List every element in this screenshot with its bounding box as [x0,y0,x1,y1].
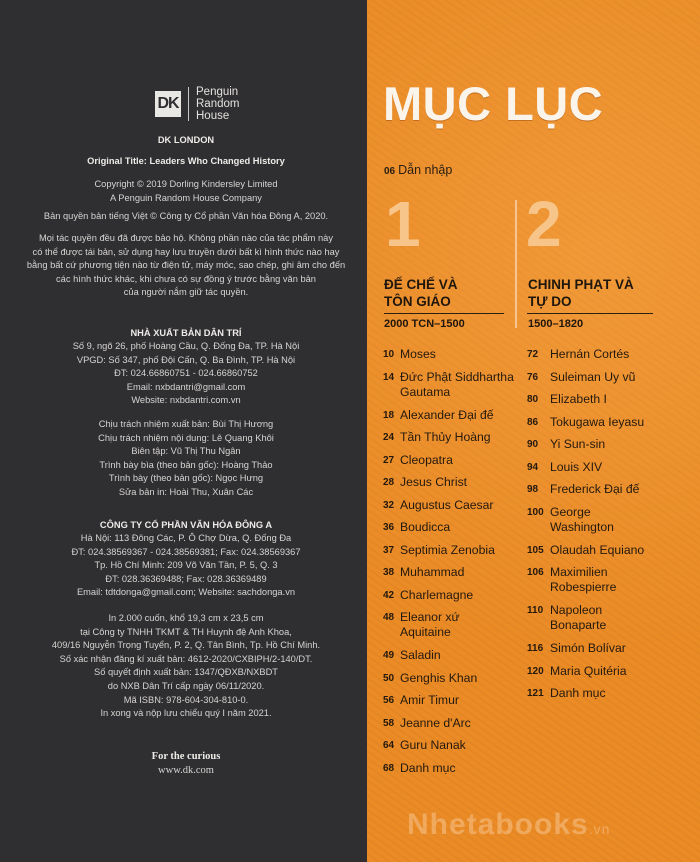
company-line: Hà Nội: 113 Đông Các, P. Ô Chợ Dừa, Q. Đống Đa [80,533,292,543]
page-number: 18 [383,409,395,421]
company-line: ĐT: 024.38569367 - 024.38569381; Fax: 024.38569367 [71,546,301,557]
toc-entry[interactable] [383,565,464,580]
toc-entry[interactable] [527,392,607,407]
page-number: 48 [383,612,395,623]
print-line: In xong và nộp lưu chiểu quý I năm 2021. [100,708,272,719]
toc-entry[interactable] [383,693,459,708]
entry-title: Gautama [400,384,451,399]
toc-entry[interactable] [527,543,644,558]
entry-title: Saladin [400,648,441,662]
entry-title: Maria Quitéria [550,663,627,678]
section-number: 1 [385,188,421,260]
section-era: 2000 TCN–1500 [384,318,465,330]
staff-line: Biên tập: Vũ Thị Thu Ngân [131,446,241,457]
page-number: 27 [383,454,395,466]
toc-entry[interactable] [527,686,606,701]
company-line: ĐT: 028.36369488; Fax: 028.36369489 [105,573,267,584]
logo-line: Penguin [196,86,239,98]
entry-title: Moses [400,347,436,361]
toc-entry[interactable] [527,460,602,475]
print-line: In 2.000 cuốn, khổ 19,3 cm x 23,5 cm [108,613,264,623]
page-number: 80 [527,394,539,405]
toc-entry[interactable] [383,543,495,558]
entry-title: Danh mục [400,760,456,775]
logo-line: Random [196,98,240,110]
company-line: Tp. Hồ Chí Minh: 209 Võ Văn Tần, P. 5, Q. 3 [94,560,278,571]
copyright-line: A Penguin Random House Company [110,192,262,203]
toc-entry[interactable] [383,430,491,445]
toc-entry[interactable] [383,610,460,640]
page-number: 68 [383,762,395,774]
entry-title: Washington [550,519,614,534]
copyright-line: Copyright © 2019 Dorling Kindersley Limited [94,179,278,189]
staff-line: Sửa bản in: Hoài Thu, Xuân Các [118,486,254,497]
page-title: MỤC LỤC [383,77,604,130]
print-line: Mã ISBN: 978-604-304-810-0. [123,694,249,705]
logo-divider [188,87,189,121]
entry-title: Jesus Christ [400,475,468,489]
page-number: 106 [527,567,544,578]
toc-intro[interactable] [384,163,452,177]
print-line: do NXB Dân Trí cấp ngày 06/11/2020. [107,680,265,691]
print-line: tại Công ty TNHH TKMT & TH Huynh đệ Anh Khoa, [80,626,292,637]
page-number: 49 [383,650,395,661]
print-line: Số xác nhận đăng kí xuất bản: 4612-2020/CXBIPH/2-140/DT. [59,653,313,664]
staff-line: Chịu trách nhiệm xuất bản: Bùi Thị Hương [98,419,274,429]
page-number: 38 [383,567,395,578]
logo-line: House [196,110,230,122]
watermark-text: Nhetabooks [407,808,589,841]
publisher-line: Số 9, ngõ 26, phố Hoàng Cầu, Q. Đống Đa, TP. Hà Nội [72,341,300,351]
toc-entry[interactable] [383,716,471,731]
entry-title: Simón Bolívar [550,641,626,655]
page-number: 10 [383,349,395,360]
toc-entry[interactable] [383,498,494,513]
entry-title: Tokugawa Ieyasu [550,414,645,429]
publisher-line: Email: nxbdantri@gmail.com [126,381,246,392]
watermark-suffix: .vn [588,821,611,837]
entry-title: Cleopatra [400,452,453,467]
toc-entry[interactable] [527,370,635,385]
publisher-line: ĐT: 024.66860751 - 024.66860752 [114,368,258,379]
section-divider [515,200,517,328]
page-number: 94 [527,461,539,473]
entry-title: Charlemagne [400,587,474,602]
publisher-line: Website: nxbdantri.com.vn [131,395,241,406]
print-line: 409/16 Nguyễn Trọng Tuyển, P. 2, Q. Tân Bình, Tp. Hồ Chí Minh. [51,640,321,651]
section-title-line: CHINH PHẠT VÀ [528,277,634,292]
company-info [16,532,356,600]
page-number: 56 [383,695,395,706]
page-number: 32 [383,499,395,511]
dk-website: www.dk.com [158,765,214,776]
publisher-name: NHÀ XUẤT BẢN DÂN TRÍ [130,328,242,338]
staff-line: Trình bày (theo bản gốc): Ngọc Hưng [108,473,264,484]
page-number: 120 [527,665,544,677]
section-title-line: TỰ DO [528,294,572,309]
company-name: CÔNG TY CỔ PHẦN VĂN HÓA ĐÔNG A [99,520,273,530]
toc-entry[interactable] [527,565,616,595]
page-number: 86 [527,416,539,428]
staff-line: Chịu trách nhiệm nội dung: Lê Quang Khôi [98,432,274,443]
page-number: 28 [383,477,395,488]
original-title: Original Title: Leaders Who Changed History [87,156,285,166]
entry-title: Septimia Zenobia [400,542,495,557]
rights-line: các hình thức khác, khi chưa có sự đồng ý trước bằng văn bản [56,273,316,284]
page-number: 98 [527,484,539,495]
entry-title: Amir Timur [400,693,459,707]
staff-line: Trình bày bìa (theo bản gốc): Hoàng Thảo [99,459,273,470]
entry-title: Tần Thủy Hoàng [400,430,491,444]
toc-entry[interactable] [383,453,453,468]
publisher-info [16,340,356,408]
entry-title: Maximilien [550,565,608,579]
entry-title: Hernán Cortés [550,347,630,361]
entry-title: Muhammad [400,565,465,579]
tagline: For the curious [151,751,221,762]
staff-credits [16,418,356,500]
rights-line: có thể được tái bản, sử dụng hay lưu truyền dưới bất kì hình thức nào hay [32,246,340,257]
entry-title: Genghis Khan [400,670,478,685]
entry-title: Jeanne d'Arc [400,715,471,730]
toc-entry[interactable] [383,648,441,663]
page-number: 100 [527,506,544,518]
copyright-block [16,178,356,205]
publisher-line: VPGD: Số 347, phố Đội Cấn, Q. Ba Đình, TP. Hà Nội [76,354,296,365]
page-number: 105 [527,544,544,556]
entry-title: Olaudah Equiano [550,542,645,557]
entry-title: Frederick Đại đế [550,482,640,496]
toc-entry[interactable] [383,408,494,423]
toc-entry[interactable] [383,475,467,490]
toc-entry[interactable] [527,603,606,633]
page-number: 14 [383,371,395,383]
page-number: 110 [527,605,544,616]
rights-line: của người nắm giữ tác quyền. [123,287,249,298]
rights-line: Mọi tác quyền đều đã được bảo hộ. Không phần nào của tác phẩm này [38,233,333,243]
toc-entry[interactable] [383,671,477,686]
entry-title: Bonaparte [550,618,607,632]
entry-title: Yi Sun-sin [550,437,606,451]
entry-title: Louis XIV [550,459,603,474]
entry-title: Alexander Đại đế [400,407,494,422]
entry-title: Napoleon [550,603,603,617]
toc-entry[interactable] [383,520,450,535]
page-number: 90 [527,439,539,450]
page-number: 06 [384,166,396,177]
page-number: 36 [383,522,395,533]
page-number: 64 [383,740,395,751]
rights-line: bằng bất cứ phương tiện nào từ điện tử, máy móc, sao chép, ghi âm cho đến [26,260,346,271]
toc-entry[interactable] [527,437,605,452]
toc-entry[interactable] [527,347,629,362]
entry-title: Eleanor xứ [400,610,460,624]
entry-title: Augustus Caesar [400,497,494,512]
entry-title: Suleiman Uy vũ [550,369,636,384]
section-title-line: ĐẾ CHẾ VÀ [384,277,458,292]
toc-entry[interactable] [527,505,614,535]
toc-entry[interactable] [383,370,514,400]
page-number: 72 [527,349,539,360]
toc-entry[interactable] [527,641,626,656]
entry-title: George [550,504,591,519]
toc-entry[interactable] [383,347,436,362]
page-number: 50 [383,672,395,684]
entry-title: Aquitaine [400,625,451,639]
section-rule [527,313,653,314]
print-line: Số quyết định xuất bản: 1347/QĐXB/NXBDT [94,667,278,678]
toc-entry[interactable] [383,738,466,753]
section-number: 2 [526,188,562,260]
toc-entry[interactable] [527,482,639,497]
watermark [407,808,610,842]
section-era: 1500–1820 [528,318,584,330]
dk-penguin-logo [155,86,239,122]
entry-title: Robespierre [550,580,617,594]
entry-title: Boudicca [400,520,451,534]
page-number: 76 [527,371,539,383]
toc-entry[interactable] [527,415,644,430]
section-rule [384,313,504,314]
section-title-line: TÔN GIÁO [384,294,451,309]
page-number: 42 [383,589,395,601]
toc-entry[interactable] [383,588,473,603]
entry-title: Đức Phật Siddhartha [400,369,514,384]
entry-title: Guru Nanak [400,738,466,752]
entry-title: Dẫn nhập [398,163,453,177]
company-line: Email: tdtdonga@gmail.com; Website: sachdonga.vn [76,587,296,598]
page-number: 37 [383,544,395,556]
dk-london: DK LONDON [157,135,215,145]
page-number: 116 [527,643,544,654]
vn-copyright: Bản quyền bản tiếng Việt © Công ty Cổ phần Văn hóa Đông A, 2020. [43,211,329,221]
section-title [528,276,634,310]
toc-entry[interactable] [527,664,627,679]
penguin-random-house-logo [196,86,239,122]
toc-entry[interactable] [383,761,456,776]
entry-title: Elizabeth I [550,392,607,406]
page-number: 58 [383,717,395,729]
rights-notice [16,232,356,300]
dk-logo-icon: DK [155,91,181,117]
page-number: 24 [383,432,395,443]
page-number: 121 [527,688,544,699]
section-title [384,276,458,310]
entry-title: Danh mục [550,686,606,700]
print-info [16,612,356,721]
